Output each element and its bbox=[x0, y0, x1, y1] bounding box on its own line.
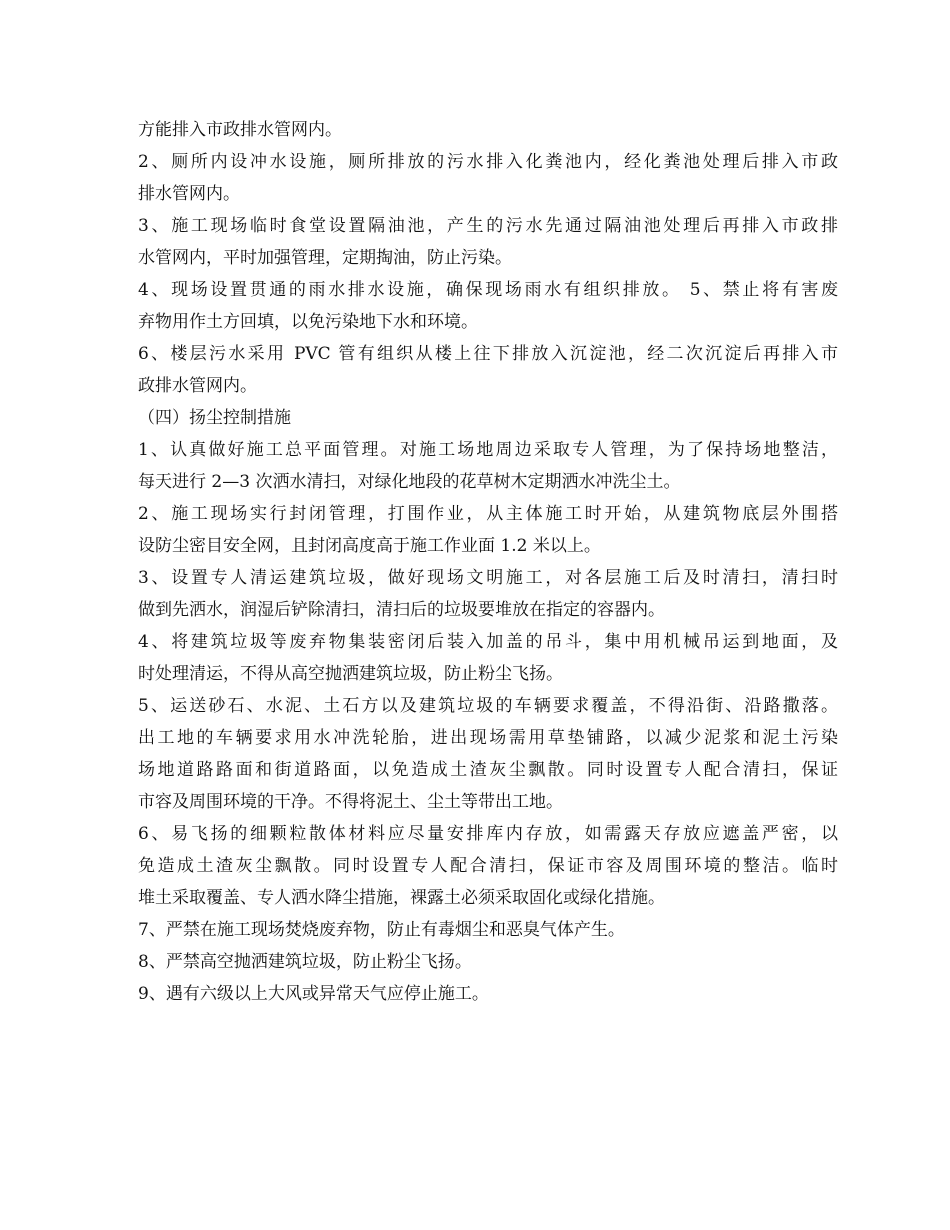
text-line: 免造成土渣灰尘飘散。同时设置专人配合清扫，保证市容及周围环境的整洁。临时 bbox=[138, 856, 838, 876]
text-line: 市容及周围环境的干净。不得将泥土、尘土等带出工地。 bbox=[138, 792, 563, 812]
text-line: 设防尘密目安全网，且封闭高度高于施工作业面 1.2 米以上。 bbox=[138, 536, 601, 556]
text-line: 6、楼层污水采用 PVC 管有组织从楼上往下排放入沉淀池，经二次沉淀后再排入市 bbox=[138, 344, 838, 364]
text-line: 7、严禁在施工现场焚烧废弃物，防止有毒烟尘和恶臭气体产生。 bbox=[138, 920, 625, 940]
text-line: 2、厕所内设冲水设施，厕所排放的污水排入化粪池内，经化粪池处理后排入市政 bbox=[138, 152, 838, 172]
text-line: 5、运送砂石、水泥、土石方以及建筑垃圾的车辆要求覆盖，不得沿街、沿路撒落。 bbox=[138, 696, 838, 716]
text-line: 做到先洒水，润湿后铲除清扫，清扫后的垃圾要堆放在指定的容器内。 bbox=[138, 600, 665, 620]
text-line: 6、易飞扬的细颗粒散体材料应尽量安排库内存放，如需露天存放应遮盖严密，以 bbox=[138, 824, 838, 844]
text-line: 堆土采取覆盖、专人洒水降尘措施，裸露土必须采取固化或绿化措施。 bbox=[138, 888, 665, 908]
section-heading: （四）扬尘控制措施 bbox=[138, 408, 291, 428]
text-line: 时处理清运，不得从高空抛洒建筑垃圾，防止粉尘飞扬。 bbox=[138, 664, 563, 684]
text-line: 排水管网内。 bbox=[138, 184, 240, 204]
text-line: 弃物用作土方回填，以免污染地下水和环境。 bbox=[138, 312, 478, 332]
text-line: 4、将建筑垃圾等废弃物集装密闭后装入加盖的吊斗，集中用机械吊运到地面，及 bbox=[138, 632, 838, 652]
text-line: 每天进行 2—3 次洒水清扫，对绿化地段的花草树木定期洒水冲洗尘土。 bbox=[138, 472, 681, 492]
text-line: 1、认真做好施工总平面管理。对施工场地周边采取专人管理，为了保持场地整洁， bbox=[138, 440, 838, 460]
text-line: 水管网内，平时加强管理，定期掏油，防止污染。 bbox=[138, 248, 512, 268]
text-line: 8、严禁高空抛洒建筑垃圾，防止粉尘飞扬。 bbox=[138, 952, 472, 972]
text-line: 9、遇有六级以上大风或异常天气应停止施工。 bbox=[138, 984, 489, 1004]
text-line: 方能排入市政排水管网内。 bbox=[138, 120, 342, 140]
text-line: 3、施工现场临时食堂设置隔油池，产生的污水先通过隔油池处理后再排入市政排 bbox=[138, 216, 838, 236]
text-line: 政排水管网内。 bbox=[138, 376, 257, 396]
text-line: 出工地的车辆要求用水冲洗轮胎，进出现场需用草垫铺路，以减少泥浆和泥土污染 bbox=[138, 728, 838, 748]
text-line: 3、设置专人清运建筑垃圾，做好现场文明施工，对各层施工后及时清扫，清扫时 bbox=[138, 568, 838, 588]
text-line: 2、施工现场实行封闭管理，打围作业，从主体施工时开始，从建筑物底层外围搭 bbox=[138, 504, 838, 524]
document-body bbox=[138, 114, 838, 1010]
text-line: 4、现场设置贯通的雨水排水设施，确保现场雨水有组织排放。 5、禁止将有害废 bbox=[138, 280, 838, 300]
text-line: 场地道路路面和街道路面，以免造成土渣灰尘飘散。同时设置专人配合清扫，保证 bbox=[138, 760, 838, 780]
